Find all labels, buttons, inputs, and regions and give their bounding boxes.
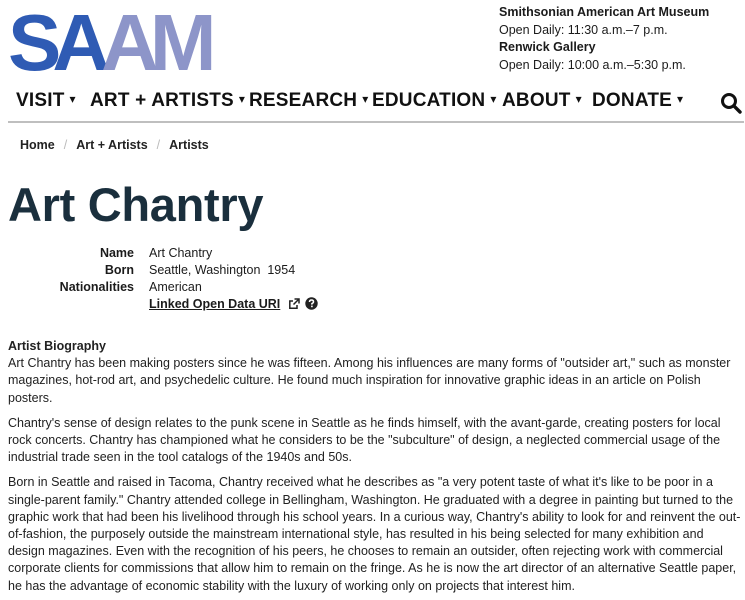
chevron-down-icon: ▾ (490, 92, 497, 106)
chevron-down-icon: ▾ (575, 92, 582, 106)
gallery-hours: Open Daily: 10:00 a.m.–5:30 p.m. (499, 57, 686, 72)
nav-item-education[interactable] (372, 90, 497, 112)
nav-item-label: EDUCATION (372, 90, 486, 111)
breadcrumb-home[interactable]: Home (20, 138, 55, 152)
museum-name[interactable]: Smithsonian American Art Museum (499, 5, 710, 19)
page-title: Art Chantry (8, 178, 264, 231)
gallery-name[interactable]: Renwick Gallery (499, 40, 596, 54)
chevron-down-icon: ▾ (238, 92, 246, 106)
fact-value-nationalities[interactable]: American (149, 280, 202, 294)
lod-row (149, 296, 318, 315)
fact-row-nationalities (0, 279, 745, 296)
fact-row-born (0, 262, 745, 279)
artist-biography (8, 338, 742, 600)
breadcrumb-separator: / (156, 138, 161, 152)
chevron-down-icon: ▾ (362, 92, 369, 106)
biography-paragraph: Art Chantry has been making posters since he was fifteen. Among his influences are many forms of "outsider art," such as monster magazines, hot-rod art, and psychedelic culture. He found much inspiration for innovative graphic ideas in an article on Polish posters. (8, 356, 731, 405)
fact-label-name: Name (99, 246, 134, 260)
breadcrumb-artists[interactable]: Artists (169, 138, 209, 152)
fact-row-lod (0, 296, 745, 313)
breadcrumb-art-artists[interactable]: Art + Artists (76, 138, 148, 152)
nav-item-label: ABOUT (502, 90, 571, 111)
nav-item-label: RESEARCH (249, 90, 358, 111)
nav-item-label: DONATE (592, 90, 673, 111)
help-circle-icon[interactable] (305, 297, 318, 310)
breadcrumb (20, 138, 209, 152)
saam-logo[interactable] (8, 4, 218, 76)
biography-paragraph: Born in Seattle and raised in Tacoma, Chantry received what he describes as "a very potent taste of what it's like to be poor in a single-parent family." Chantry attended college in Bellingham, Washington. He graduated with a degree in painting but turned to the graphic work that had been his livelihood through his school years. In a curious way, Chantry's ability to look for and reinvent the out-of-fashion, the purposely outside the mainstream international style, has resulted in his being selected for many exhibition and design magazines. Even with the recognition of his peers, he chooses to remain an outsider, often rejecting work with commercial corporate clients for commissions that allow him to remain on the fringe. As he is now the art director of an alternative Seattle paper, he has the advantage of economic stability with the luxury of working only on projects that interest him. (8, 475, 741, 593)
site-header (0, 0, 745, 124)
search-button[interactable] (720, 92, 742, 114)
nav-item-visit[interactable] (16, 90, 76, 112)
fact-value-born: Seattle, Washington 1954 (149, 263, 296, 277)
svg-text:SAAM: SAAM (8, 4, 208, 76)
artist-facts (0, 245, 745, 313)
nav-item-label: ART + ARTISTS (90, 90, 234, 111)
external-link-icon[interactable] (288, 298, 300, 310)
fact-value-name: Art Chantry (149, 246, 213, 260)
main-nav (8, 90, 744, 123)
nav-item-research[interactable] (249, 90, 368, 112)
chevron-down-icon: ▾ (69, 92, 76, 106)
saam-logo-mark (8, 4, 218, 76)
search-icon (720, 92, 742, 114)
biography-paragraph: Chantry's sense of design relates to the punk scene in Seattle as he finds himself, with the avant-garde, creating posters for local rock concerts. Chantry has championed what he considers to be the "subculture" of design, a neglected commercial usage of the industrial trade seen in the tool catalogs of the 1940s and 50s. (8, 415, 721, 465)
lod-icons (288, 297, 318, 315)
fact-label-nationalities: Nationalities (59, 280, 134, 294)
fact-row-name (0, 245, 745, 262)
nav-item-art-artists[interactable] (90, 90, 245, 112)
nav-item-about[interactable] (502, 90, 582, 112)
fact-label-born: Born (104, 263, 134, 277)
hours-info (499, 4, 739, 74)
nav-item-label: VISIT (16, 90, 65, 111)
breadcrumb-separator: / (63, 138, 68, 152)
chevron-down-icon: ▾ (677, 92, 684, 106)
linked-open-data-link[interactable]: Linked Open Data URI (149, 297, 281, 311)
nav-item-donate[interactable] (592, 90, 683, 112)
museum-hours: Open Daily: 11:30 a.m.–7 p.m. (499, 22, 668, 37)
biography-heading: Artist Biography (8, 339, 106, 353)
